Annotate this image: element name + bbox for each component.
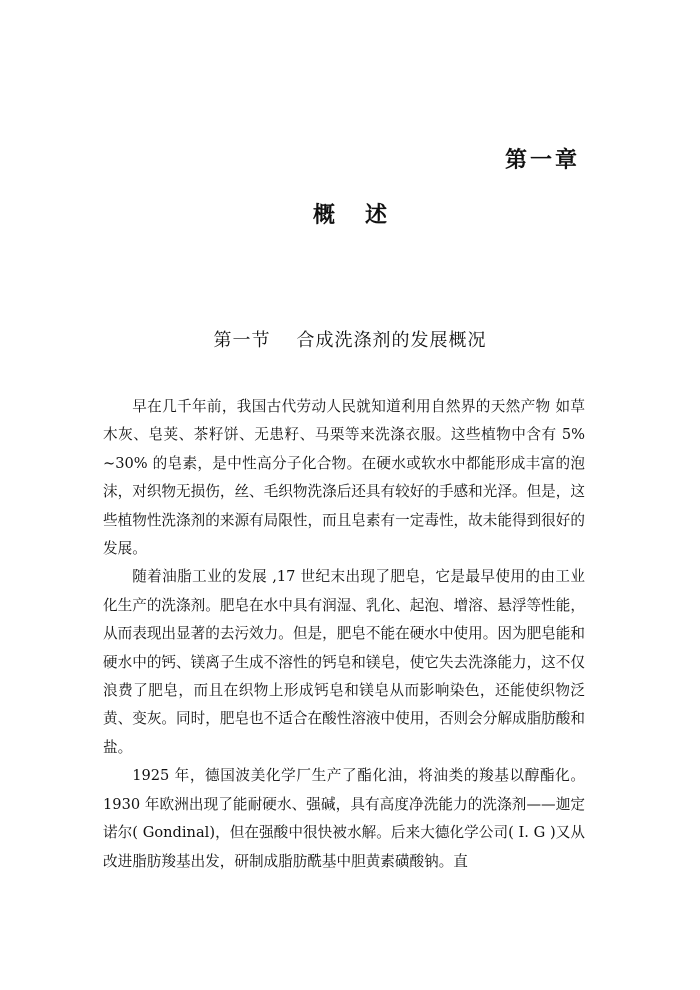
chapter-heading: 第一章 <box>504 148 580 173</box>
paragraph: 1925 年，德国波美化学厂生产了酯化油，将油类的羧基以醇酯化。1930 年欧洲出现了能耐硬水、强碱，具有高度净洗能力的洗涤剂——迦定诺尔( Gondinal)，但在强酸中很快被水解。后来大德化学公司( I. G )又从改进脂肪羧基出发，研制成脂肪酰基中胆黄素磺酸钠。直 <box>103 767 585 870</box>
section-title: 合成洗涤剂的发展概况 <box>296 330 487 351</box>
section-number: 第一节 <box>213 330 271 351</box>
body-text <box>103 393 585 876</box>
section-heading <box>0 326 700 352</box>
paragraph: 早在几千年前，我国古代劳动人民就知道利用自然界的天然产物 如草木灰、皂荚、茶籽饼、无患籽、马栗等来洗涤衣服。这些植物中含有 5% ~30% 的皂素，是中性高分子化合物。在硬水或软水中都能形成丰富的泡沫，对织物无损伤，丝、毛织物洗涤后还具有较好的手感和光泽。但是，这些植物性洗涤剂的来源有局限性，而且皂素有一定毒性，故未能得到很好的发展。 <box>103 398 585 558</box>
paragraph: 随着油脂工业的发展 ,17 世纪末出现了肥皂，它是最早使用的由工业化生产的洗涤剂。肥皂在水中具有润湿、乳化、起泡、增溶、悬浮等性能，从而表现出显著的去污效力。但是，肥皂不能在硬水中使用。因为肥皂能和硬水中的钙、镁离子生成不溶性的钙皂和镁皂，使它失去洗涤能力，这不仅浪费了肥皂，而且在织物上形成钙皂和镁皂从而影响染色，还能使织物泛黄、变灰。同时，肥皂也不适合在酸性溶液中使用，否则会分解成脂肪酸和盐。 <box>103 568 585 756</box>
chapter-title: 概述 <box>312 203 417 228</box>
